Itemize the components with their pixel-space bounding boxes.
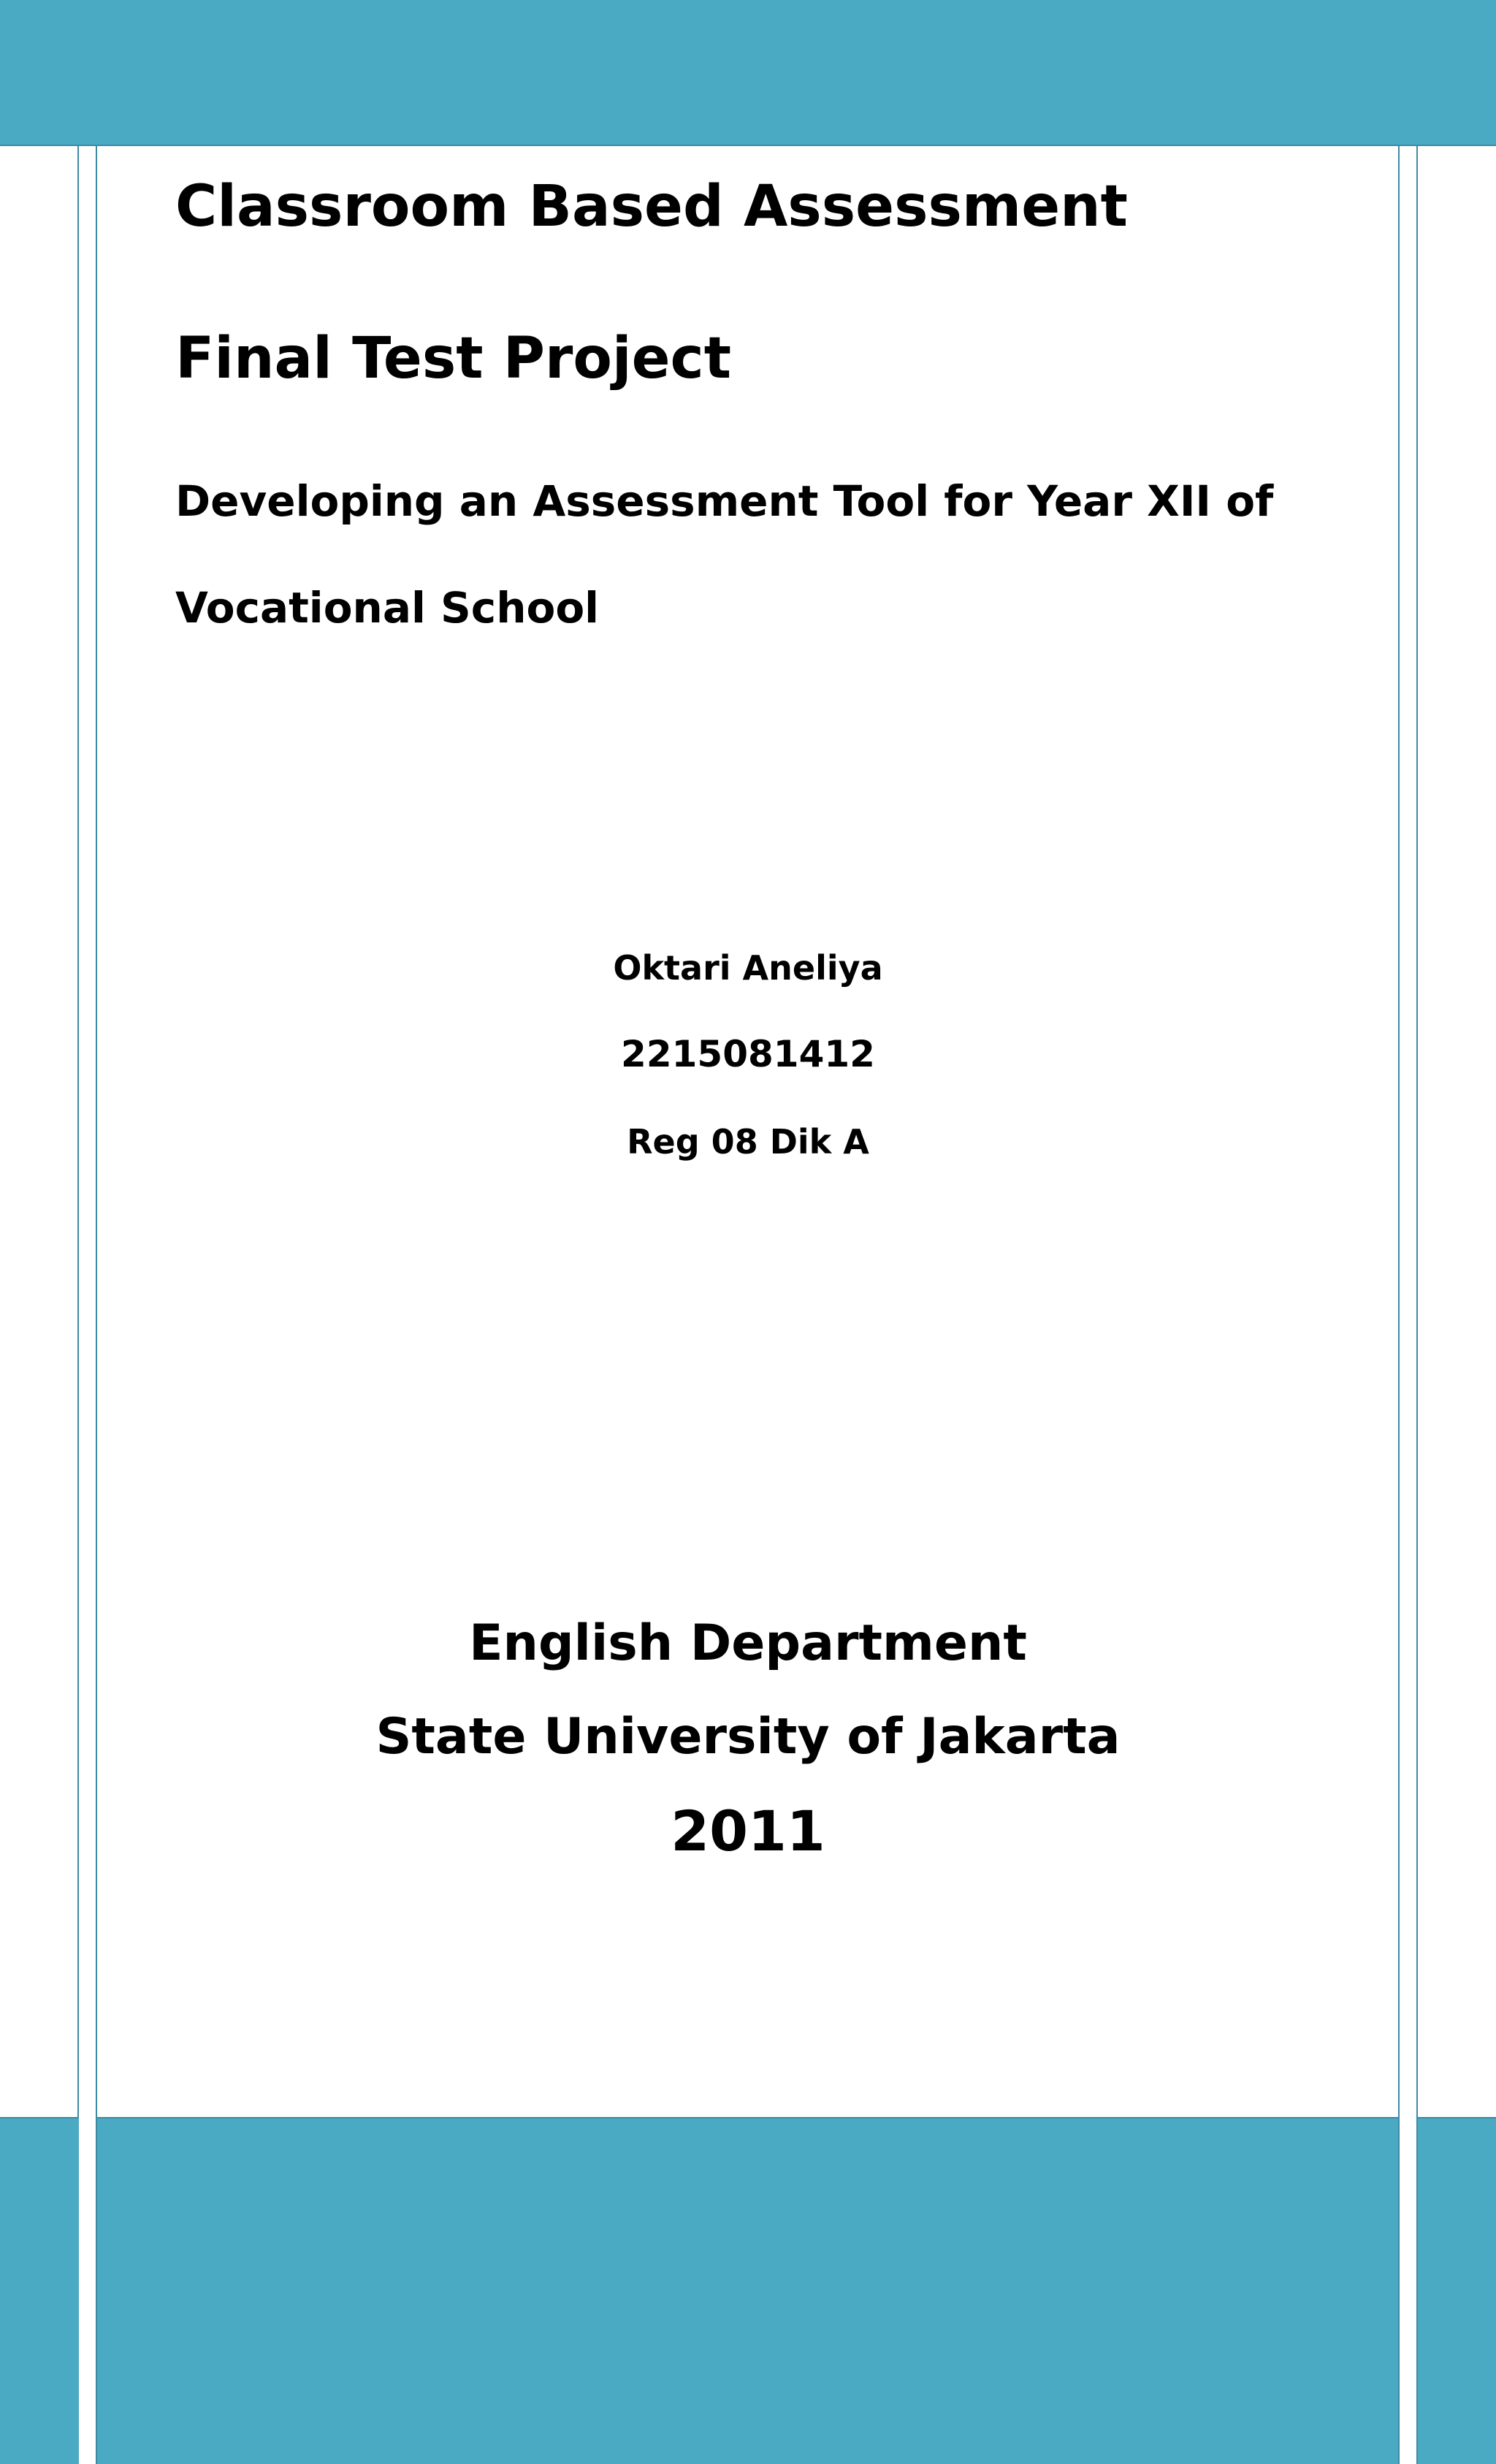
footer-band-left xyxy=(0,2117,79,2464)
document-title: Classroom Based Assessment xyxy=(175,174,1128,240)
student-id: 2215081412 xyxy=(621,1033,875,1075)
university-name: State University of Jakarta xyxy=(375,1708,1121,1766)
footer-band-right xyxy=(1416,2117,1496,2464)
document-title-second-line: Final Test Project xyxy=(175,326,732,392)
document-subtitle-second-line: Vocational School xyxy=(175,583,600,633)
document-subtitle: Developing an Assessment Tool for Year XII of xyxy=(175,476,1274,526)
class-label: Reg 08 Dik A xyxy=(627,1122,869,1162)
document-year: 2011 xyxy=(671,1799,825,1864)
footer-band-center xyxy=(96,2117,1400,2464)
header-band xyxy=(0,0,1496,146)
author-name: Oktari Aneliya xyxy=(613,948,883,988)
department-name: English Department xyxy=(469,1614,1027,1672)
